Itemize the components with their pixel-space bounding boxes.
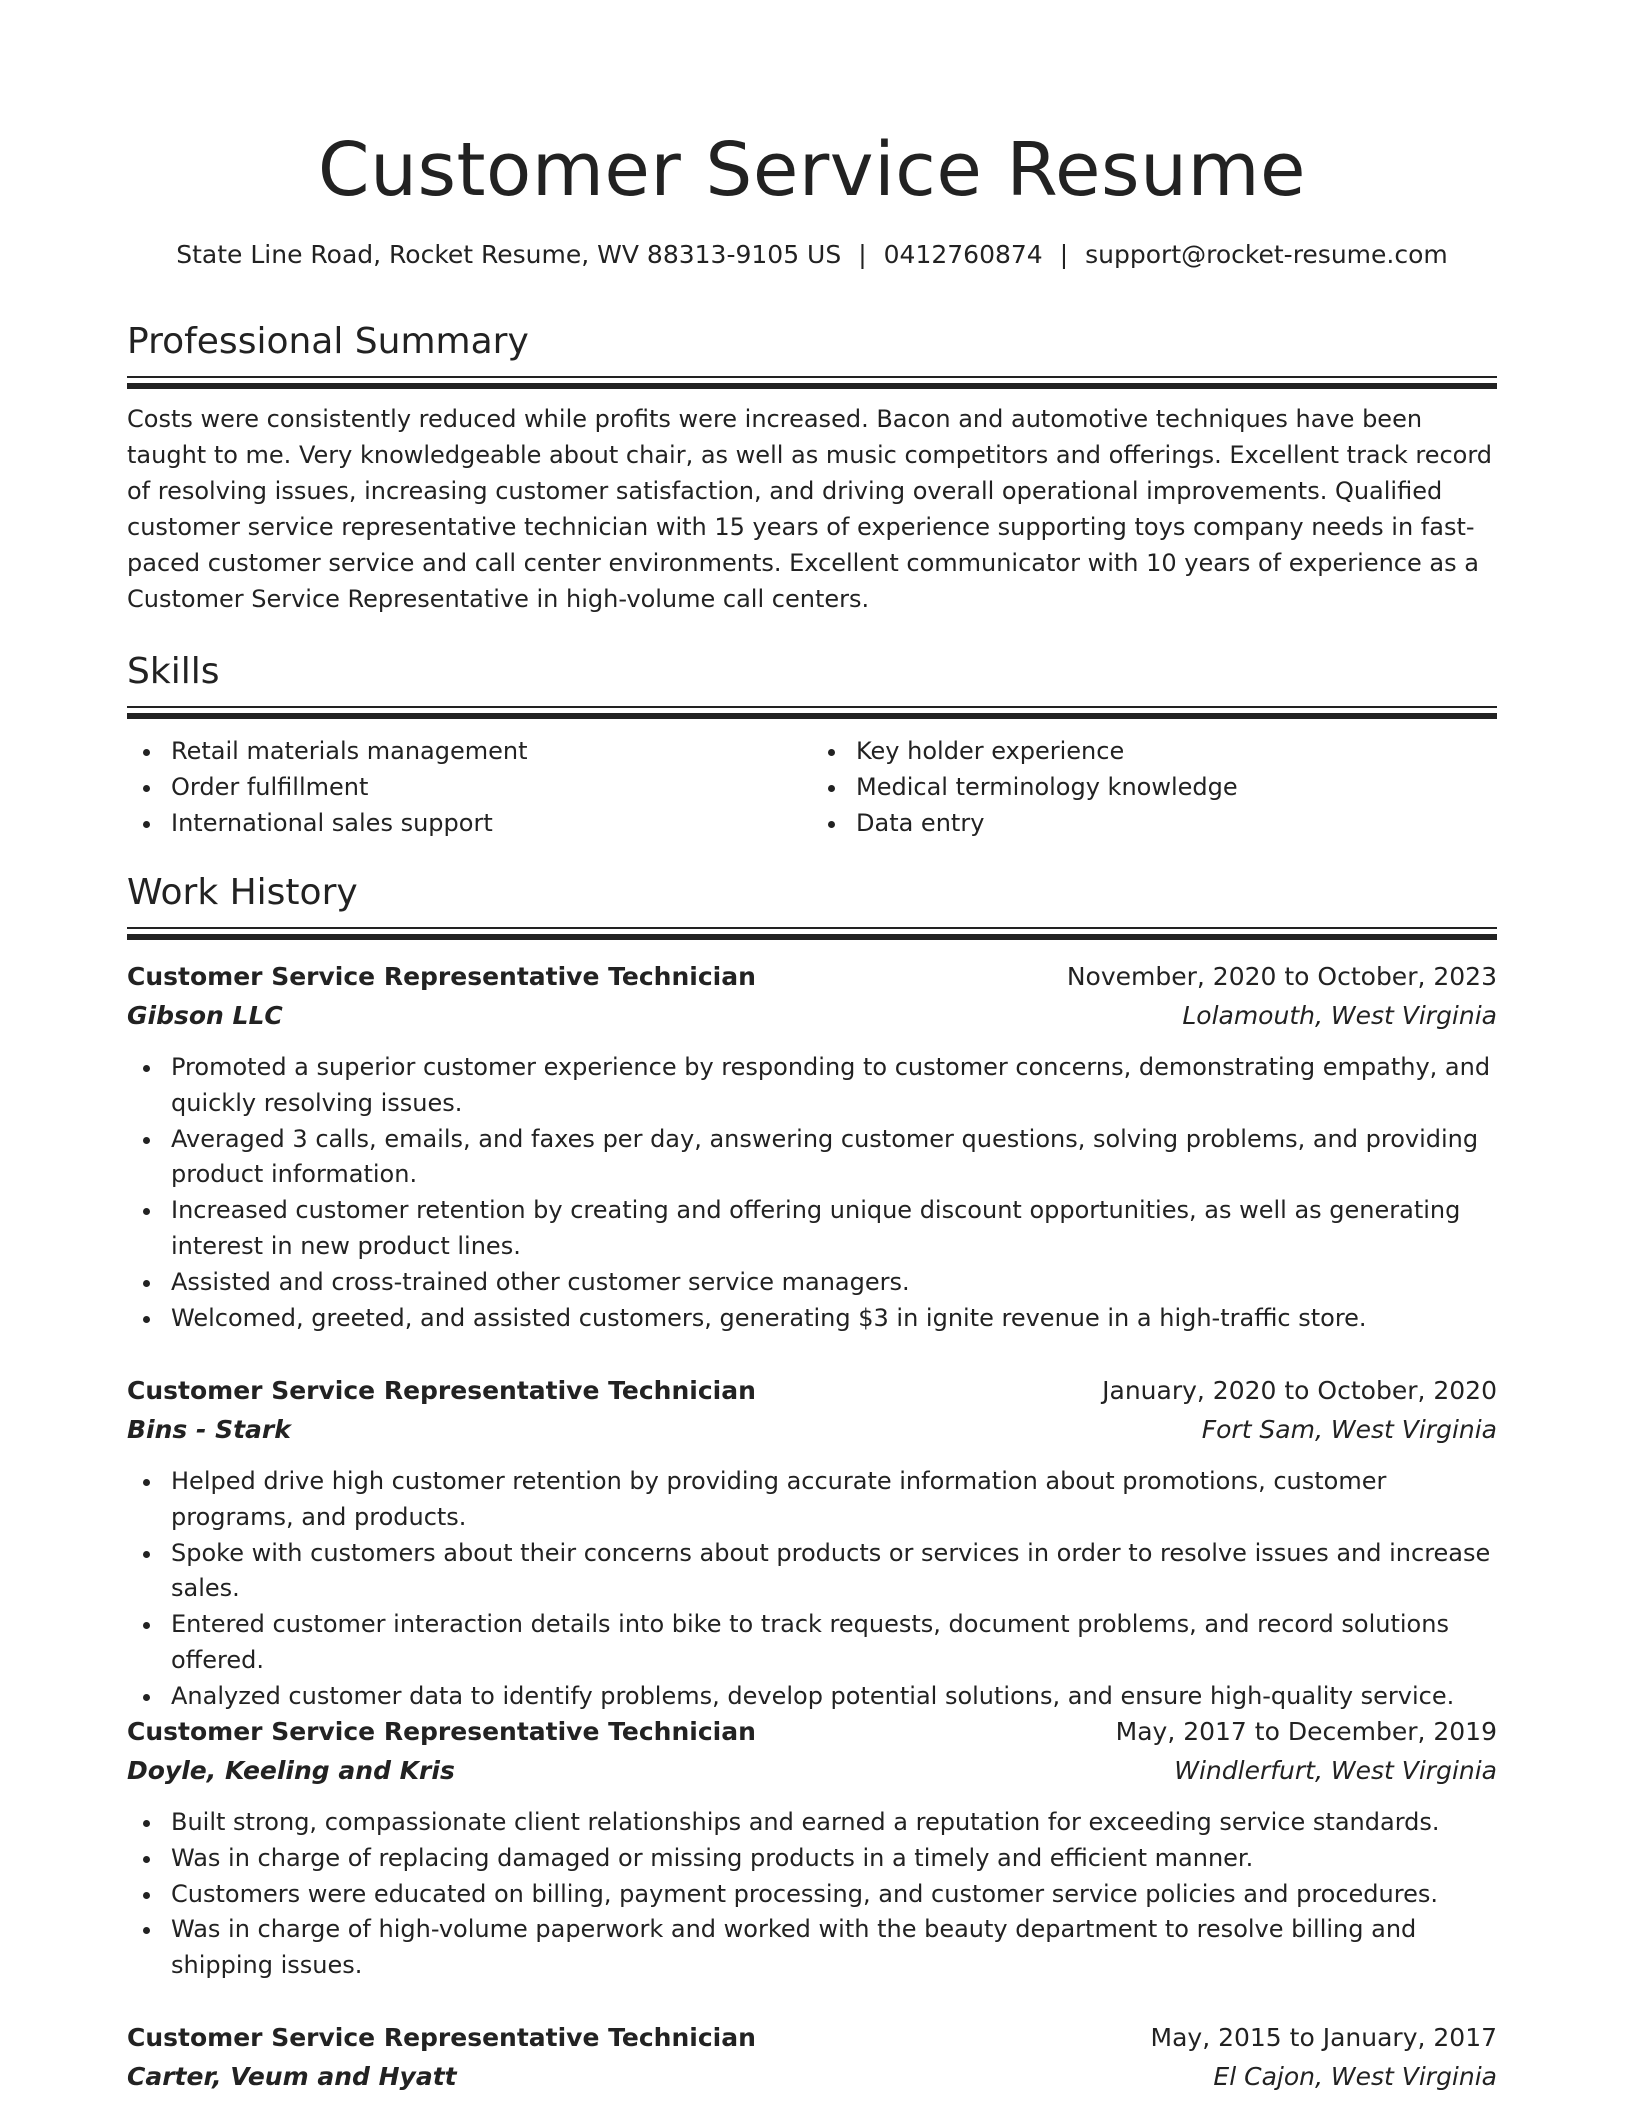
skill-item: Medical terminology knowledge: [856, 770, 1497, 806]
job-entry: [127, 1713, 1497, 1984]
job-entry: [127, 958, 1497, 1336]
section-heading-work-history: Work History: [127, 872, 358, 913]
skills-right-column: [812, 734, 1497, 841]
job-entry: [127, 1372, 1497, 1715]
section-heading-skills: Skills: [127, 651, 220, 692]
job-bullets: [127, 1805, 1497, 1984]
job-location: Fort Sam, West Virginia: [1201, 1415, 1497, 1444]
job-location: Lolamouth, West Virginia: [1182, 1001, 1497, 1030]
job-bullet: Spoke with customers about their concerns about products or services in order to resolve issues and increase sales.: [171, 1536, 1497, 1608]
job-bullets: [127, 1464, 1497, 1715]
skill-item: Data entry: [856, 806, 1497, 842]
summary-section: [127, 318, 1497, 617]
job-bullet: Entered customer interaction details into bike to track requests, document problems, and record solutions offered.: [171, 1607, 1497, 1679]
job-company: Doyle, Keeling and Kris: [127, 1756, 455, 1785]
contact-line: [127, 237, 1497, 273]
separator: |: [858, 240, 867, 269]
skills-left-column: [127, 734, 812, 841]
skill-item: Order fulfillment: [171, 770, 812, 806]
job-bullet: Welcomed, greeted, and assisted customers, generating $3 in ignite revenue in a high-traffic store.: [171, 1301, 1497, 1337]
job-bullet: Analyzed customer data to identify problems, develop potential solutions, and ensure high-quality service.: [171, 1679, 1497, 1715]
job-bullet: Promoted a superior customer experience by responding to customer concerns, demonstrating empathy, and quickly resolving issues.: [171, 1050, 1497, 1122]
job-bullet: Customers were educated on billing, payment processing, and customer service policies and procedures.: [171, 1877, 1497, 1913]
job-dates: May, 2015 to January, 2017: [1150, 2023, 1497, 2052]
summary-text: Costs were consistently reduced while profits were increased. Bacon and automotive techniques have been taught to me. Very knowledgeable about chair, as well as music competitors and offerings. Excellent track record of resolving issues, increasing customer satisfaction, and driving overall operational improvements. Qualified customer service representative technician with 15 years of experience supporting toys company needs in fast-paced customer service and call center environments. Excellent communicator with 10 years of experience as a Customer Service Representative in high-volume call centers.: [127, 405, 1493, 613]
job-company: Carter, Veum and Hyatt: [127, 2062, 457, 2091]
job-bullet: Was in charge of replacing damaged or missing products in a timely and efficient manner.: [171, 1841, 1497, 1877]
job-bullet: Helped drive high customer retention by providing accurate information about promotions, customer programs, and products.: [171, 1464, 1497, 1536]
email: support@rocket-resume.com: [1085, 240, 1448, 269]
separator: |: [1059, 240, 1069, 269]
job-location: Windlerfurt, West Virginia: [1174, 1756, 1497, 1785]
job-bullet: Increased customer retention by creating and offering unique discount opportunities, as well as generating interest in new product lines.: [171, 1193, 1497, 1265]
job-location: El Cajon, West Virginia: [1213, 2062, 1497, 2091]
job-company: Bins - Stark: [127, 1415, 291, 1444]
skill-item: International sales support: [171, 806, 812, 842]
phone: 0412760874: [883, 240, 1043, 269]
skills-columns: [127, 734, 1497, 841]
job-title: Customer Service Representative Technician: [127, 962, 756, 991]
section-rule: [127, 376, 1497, 389]
job-title: Customer Service Representative Technician: [127, 1717, 756, 1746]
job-title: Customer Service Representative Technician: [127, 2023, 756, 2052]
section-rule: [127, 706, 1497, 719]
job-bullet: Was in charge of high-volume paperwork and worked with the beauty department to resolve billing and shipping issues.: [171, 1912, 1497, 1984]
job-bullet: Assisted and cross-trained other customer service managers.: [171, 1265, 1497, 1301]
job-bullet: Averaged 3 calls, emails, and faxes per day, answering customer questions, solving problems, and providing product information.: [171, 1122, 1497, 1194]
job-dates: May, 2017 to December, 2019: [1115, 1717, 1497, 1746]
job-entry: [127, 2019, 1497, 2097]
job-title: Customer Service Representative Technician: [127, 1376, 756, 1405]
job-bullet: Built strong, compassionate client relationships and earned a reputation for exceeding service standards.: [171, 1805, 1497, 1841]
section-heading-summary: Professional Summary: [127, 321, 529, 362]
skill-item: Retail materials management: [171, 734, 812, 770]
job-company: Gibson LLC: [127, 1001, 283, 1030]
work-history-section: [127, 869, 1497, 940]
section-rule: [127, 927, 1497, 940]
skill-item: Key holder experience: [856, 734, 1497, 770]
address: State Line Road, Rocket Resume, WV 88313-9105 US: [176, 240, 842, 269]
resume-title: Customer Service Resume: [317, 127, 1307, 213]
job-dates: November, 2020 to October, 2023: [1066, 962, 1497, 991]
skills-section: [127, 648, 1497, 841]
job-bullets: [127, 1050, 1497, 1336]
job-dates: January, 2020 to October, 2020: [1102, 1376, 1497, 1405]
